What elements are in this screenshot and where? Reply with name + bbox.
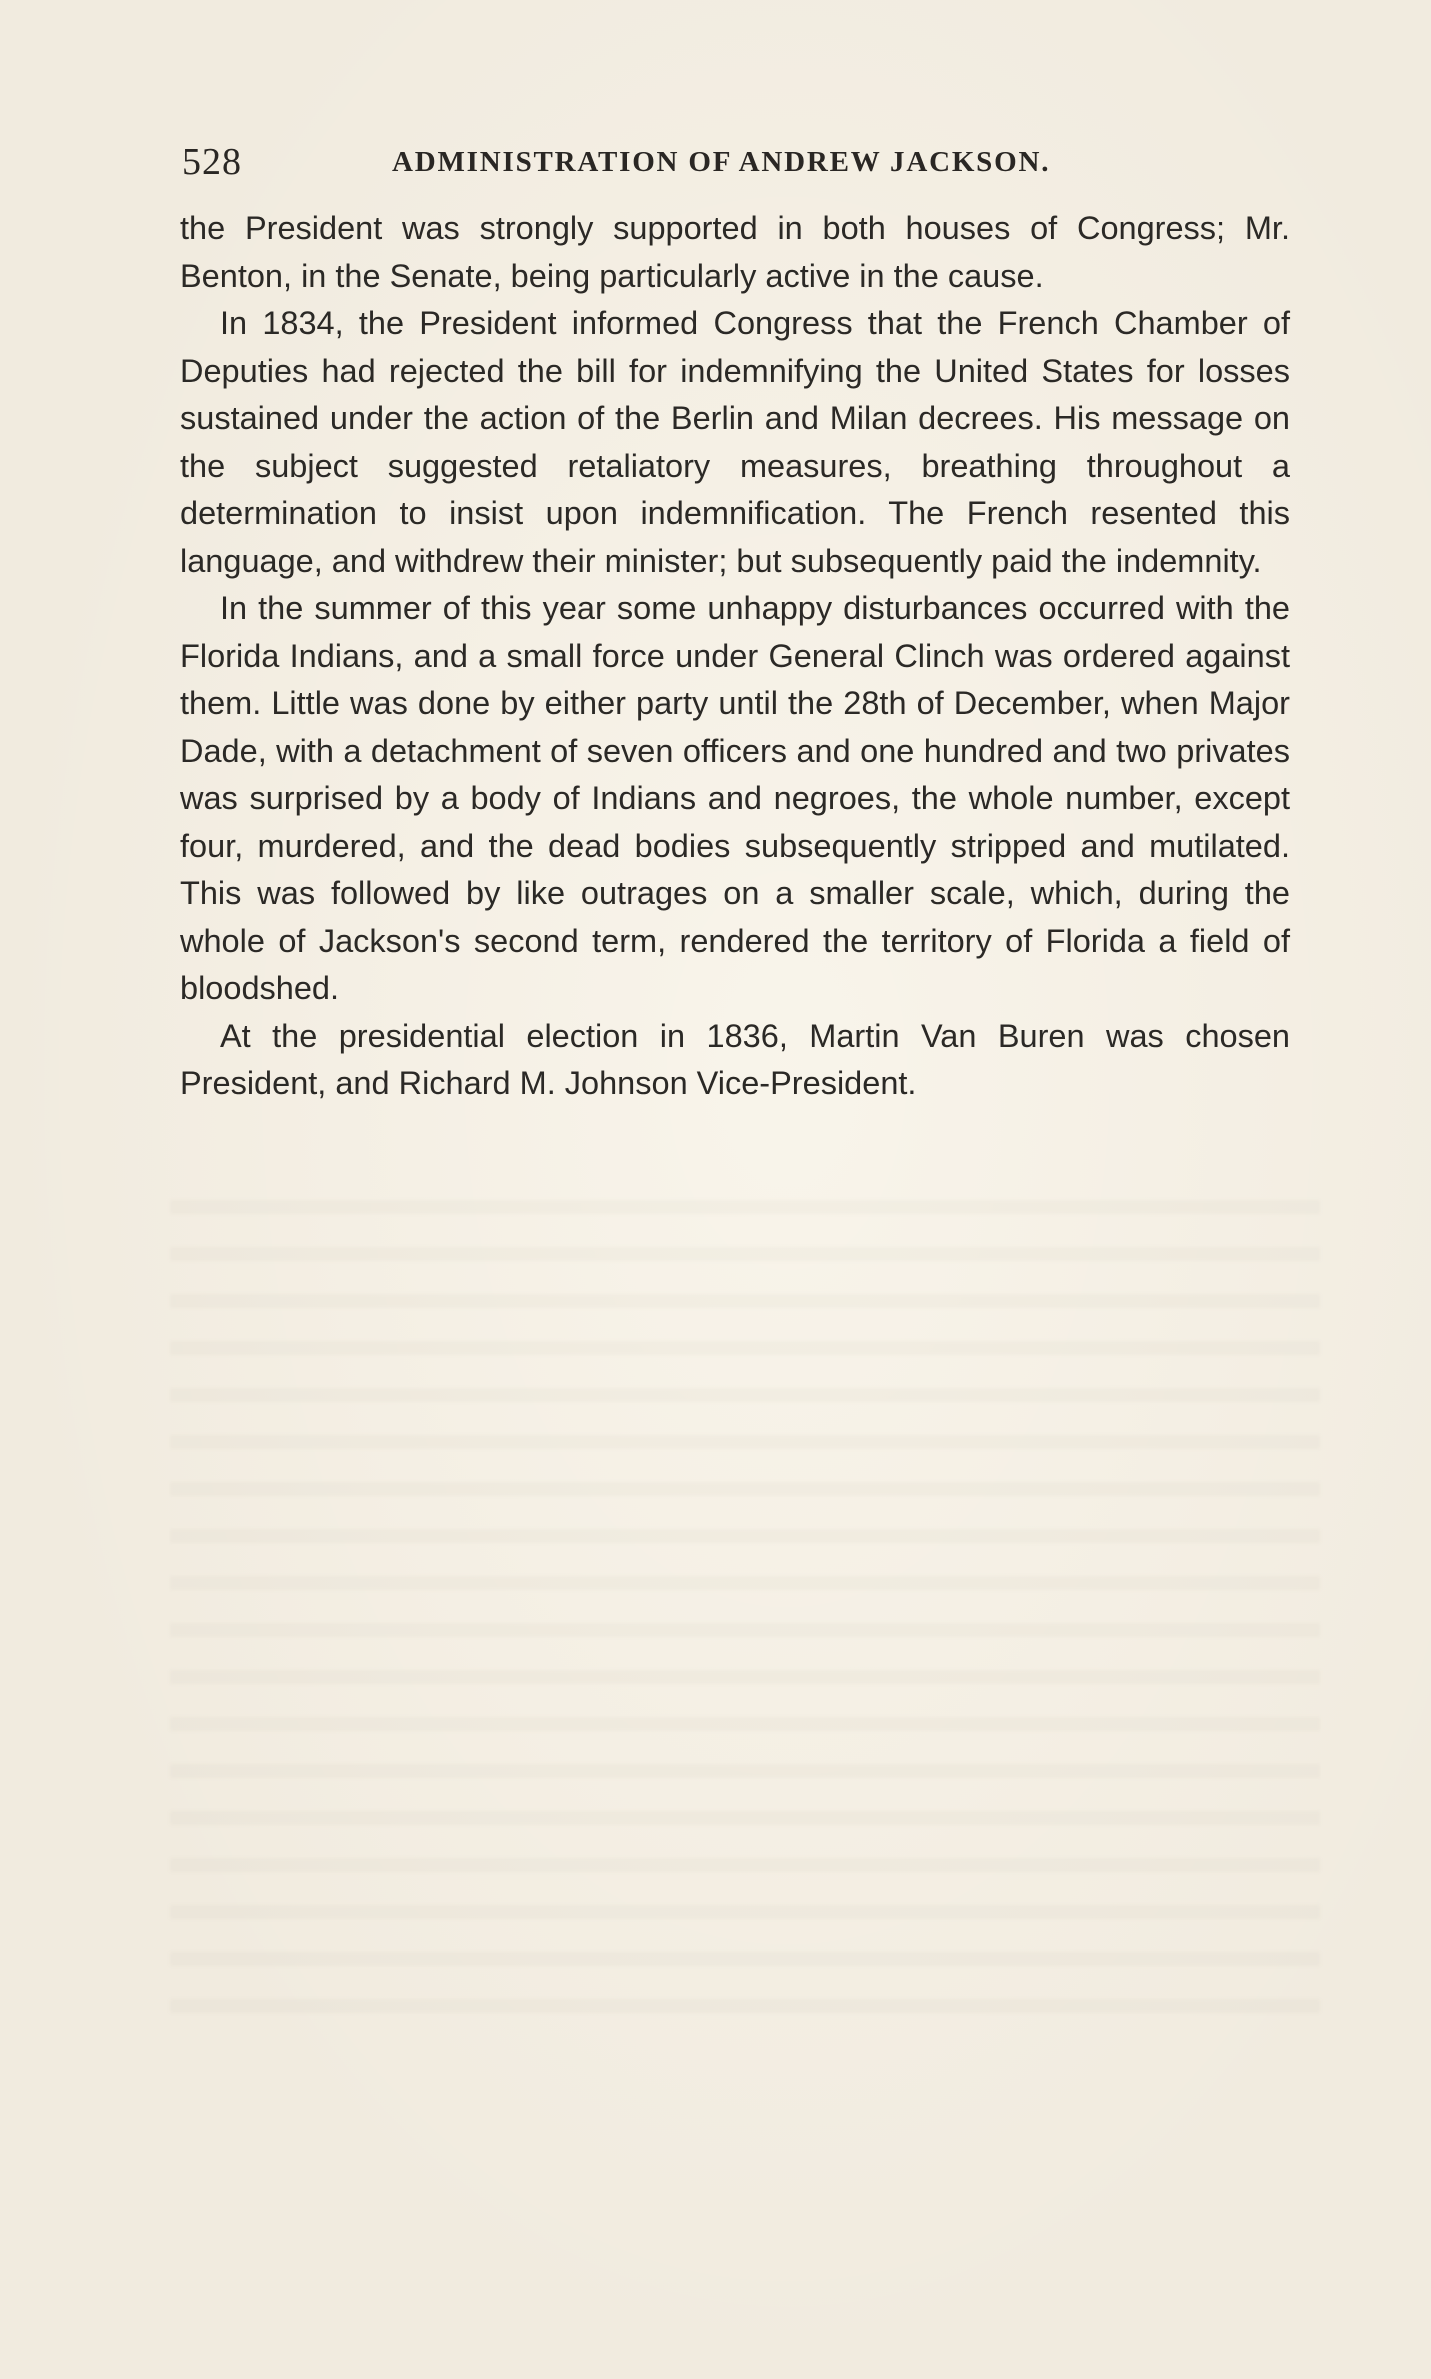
body-text — [180, 205, 1290, 1108]
paragraph: the President was strongly supported in both houses of Congress; Mr. Benton, in the Senate, being particularly active in the cause. — [180, 210, 1290, 294]
show-through-text — [170, 1200, 1320, 2020]
paragraph: At the presidential election in 1836, Martin Van Buren was chosen President, and Richard M. Johnson Vice-President. — [180, 1017, 1290, 1101]
paragraph: In 1834, the President informed Congress that the French Chamber of Deputies had rejected the bill for indemnifying the United States for losses sustained under the action of the Berlin and Milan decrees. His message on the subject suggested retaliatory measures, breathing throughout a determination to insist upon indemnification. The French resented this language, and withdrew their minister; but subsequently paid the indemnity. — [180, 305, 1290, 579]
running-head: ADMINISTRATION OF ANDREW JACKSON. — [392, 146, 1051, 178]
page-header — [182, 140, 1302, 190]
paragraph: In the summer of this year some unhappy disturbances occurred with the Florida Indians, and a small force under General Clinch was ordered against them. Little was done by either party until the 28th of December, when Major Dade, with a detachment of seven officers and one hundred and two privates was surprised by a body of Indians and negroes, the whole number, except four, murdered, and the dead bodies subsequently stripped and mutilated. This was followed by like outrages on a smaller scale, which, during the whole of Jackson's second term, rendered the territory of Florida a field of bloodshed. — [180, 590, 1290, 1006]
page-number: 528 — [182, 141, 242, 183]
